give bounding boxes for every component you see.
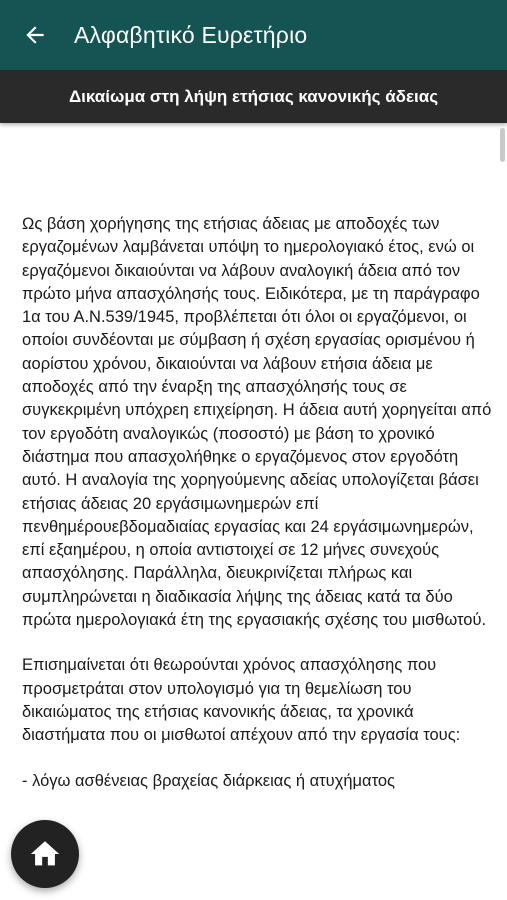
home-icon: [28, 837, 62, 871]
article-content: [0, 213, 507, 900]
paragraph: Επισημαίνεται ότι θεωρούνται χρόνος απασχόλησης που προσμετράται στον υπολογισμό για τη θεμελίωση του δικαιώματος της ετήσιας κανονικής άδειας, τα χρονικά διαστήματα που οι μισθωτοί απέχουν από την εργασία τους:: [22, 656, 461, 745]
scrollbar[interactable]: [500, 128, 505, 162]
app-title: Αλφαβητικό Ευρετήριο: [74, 21, 308, 48]
section-title: Δικαίωμα στη λήψη ετήσιας κανονικής άδειας: [68, 86, 439, 106]
section-header: [0, 70, 507, 123]
paragraph: Ως βάση χορήγησης της ετήσιας άδειας με αποδοχές των εργαζομένων λαμβάνεται υπόψη το ημερολογιακό έτος, ενώ οι εργαζόμενοι δικαιούνται να λάβουν αναλογική άδεια από τον πρώτο μήνα απασχόλησής τους. Ειδικότερα, με τη παράγραφο 1α του Α.Ν.539/1945, προβλέπεται ότι όλοι οι εργαζόμενοι, οι οποίοι συνδέονται με σύμβαση ή σχέση εργασίας ορισμένου ή αορίστου χρόνου, δικαιούνται να λάβουν ετήσια άδεια με αποδοχές από την έναρξη της απασχόλησής τους σε συγκεκριμένη υπόχρεη επιχείρηση. Η άδεια αυτή χορηγείται από τον εργοδότη αναλογικώς (ποσοστό) με βάση το χρονικό διάστημα που απασχολήθηκε ο εργαζόμενος στον εργοδότη αυτό. Η αναλογία της χορηγούμενης αδείας υπολογίζεται βάσει ετήσιας άδειας 20 εργάσιμωνημερών επί πενθημέρουεβδομαδιαίας εργασίας και 24 εργάσιμωνημερών, επί εξαημέρου, η οποία αντιστοιχεί σε 12 μήνες συνεχούς απασχόλησης. Παράλληλα, διευκρινίζεται πλήρως και συμπληρώνεται η διαδικασία λήψης της άδειας κατά τα δύο πρώτα ημερολογιακά έτη της εργασιακής σχέσης του μισθωτού.: [22, 215, 492, 630]
arrow-left-icon: [22, 22, 48, 48]
back-button[interactable]: [0, 0, 70, 70]
list-item: - λόγω ασθένειας βραχείας διάρκειας ή ατυχήματος: [22, 771, 396, 790]
app-bar: [0, 0, 507, 70]
home-button[interactable]: [11, 820, 79, 888]
